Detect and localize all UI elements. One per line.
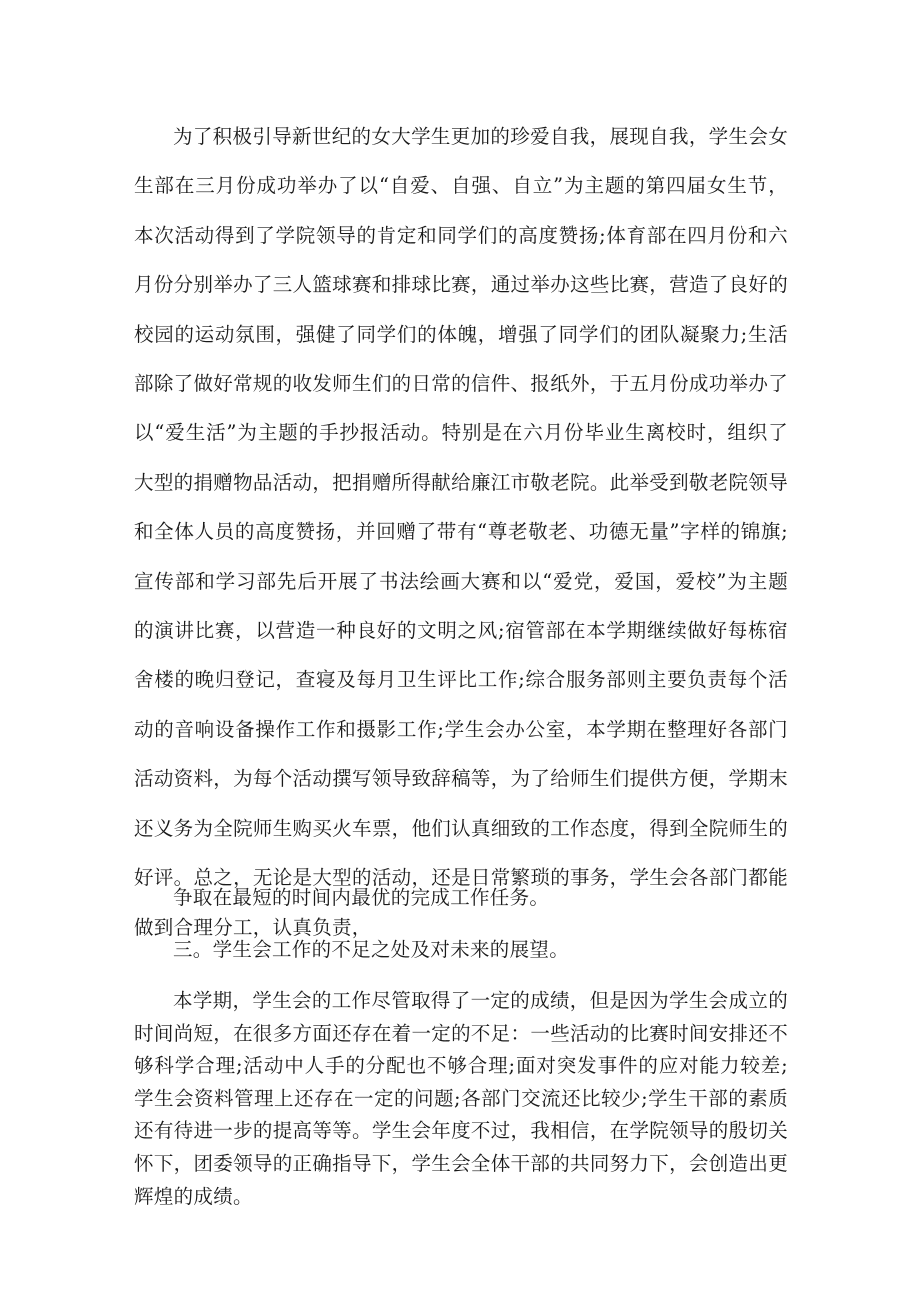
paragraph-work-efficiency: 争取在最短的时间内最优的完成工作任务。: [173, 886, 550, 909]
section-heading-shortcomings-outlook: 三。学生会工作的不足之处及对未来的展望。: [173, 938, 570, 961]
paragraph-department-activities: 为了积极引导新世纪的女大学生更加的珍爱自我，展现自我，学生会女生部在三月份成功举办了以“自爱、自强、自立”为主题的第四届女生节，本次活动得到了学院领导的肯定和同学们的高度赞扬;体育部在四月份和六月份分别举办了三人篮球赛和排球比赛，通过举办这些比赛，营造了良好的校园的运动氛围，强健了同学们的体魄，增强了同学们的团队凝聚力;生活部除了做好常规的收发师生们的日常的信件、报纸外，于五月份成功举办了以“爱生活”为主题的手抄报活动。特别是在六月份毕业生离校时，组织了大型的捐赠物品活动，把捐赠所得献给廉江市敬老院。此举受到敬老院领导和全体人员的高度赞扬，并回赠了带有“尊老敬老、功德无量”字样的锦旗;宣传部和学习部先后开展了书法绘画大赛和以“爱党，爱国，爱校”为主题的演讲比赛，以营造一种良好的文明之风;宿管部在本学期继续做好每栋宿舍楼的晚归登记，查寝及每月卫生评比工作;综合服务部则主要负责每个活动的音响设备操作工作和摄影工作;学生会办公室，本学期在整理好各部门活动资料，为每个活动撰写领导致辞稿等，为了给师生们提供方便，学期末还义务为全院师生购买火车票，他们认真细致的工作态度，得到全院师生的好评。总之，无论是大型的活动，还是日常繁琐的事务，学生会各部门都能做到合理分工，认真负责，: [134, 125, 788, 939]
paragraph-shortcomings: 本学期，学生会的工作尽管取得了一定的成绩，但是因为学生会成立的时间尚短，在很多方面还存在着一定的不足：一些活动的比赛时间安排还不够科学合理;活动中人手的分配也不够合理;面对突发事件的应对能力较差;学生会资料管理上还存在一定的问题;各部门交流还比较少;学生干部的素质还有待进一步的提高等等。学生会年度不过，我相信，在学院领导的殷切关怀下，团委领导的正确指导下，学生会全体干部的共同努力下，会创造出更辉煌的成绩。: [134, 989, 788, 1208]
